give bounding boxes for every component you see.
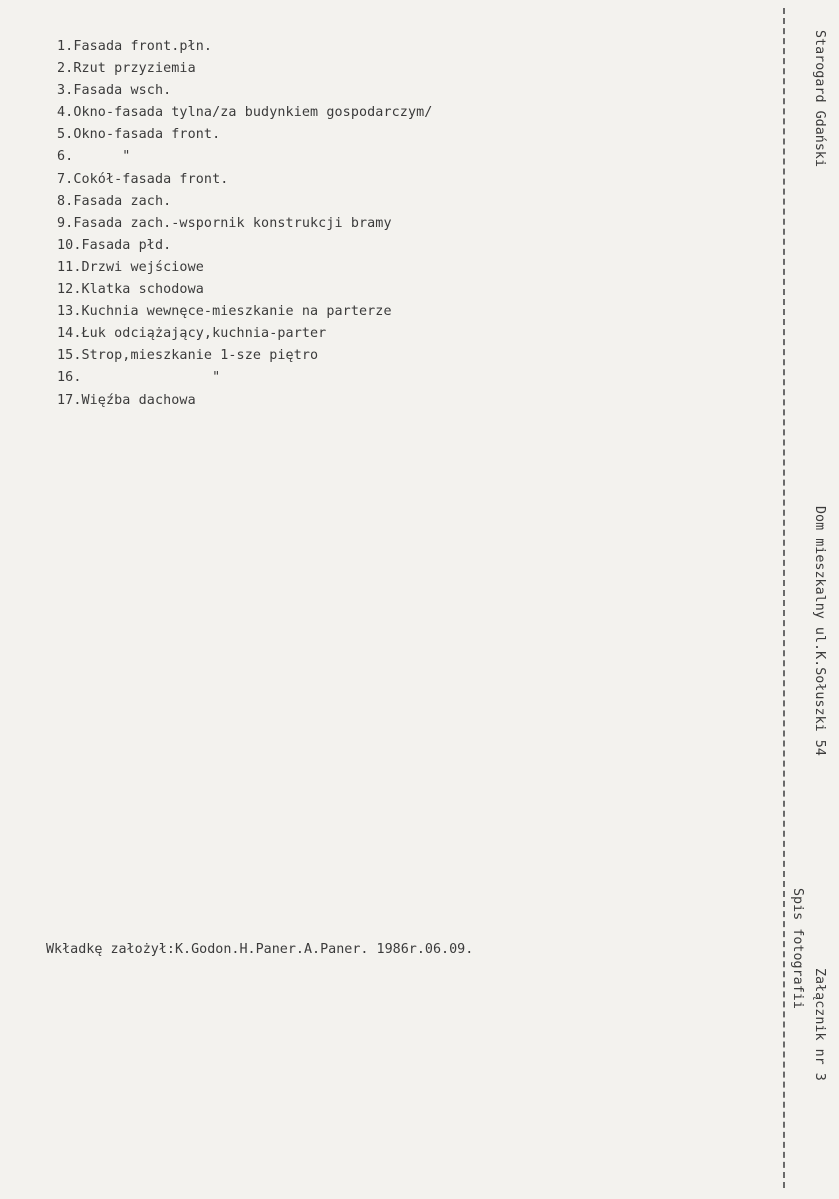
list-item: 1.Fasada front.płn.	[57, 39, 213, 54]
dashed-divider	[783, 8, 785, 1188]
side-city: Starogard Gdański	[812, 30, 827, 168]
list-item: 16. "	[57, 370, 221, 386]
photo-list	[57, 36, 432, 412]
list-item: 7.Cokół-fasada front.	[57, 171, 229, 187]
list-item: 3.Fasada wsch.	[57, 83, 172, 99]
list-item: 9.Fasada zach.-wspornik konstrukcji bramy	[57, 215, 392, 231]
list-item: 17.Więźba dachowa	[57, 392, 196, 408]
footer-note: Wkładkę założył:K.Godon.H.Paner.A.Paner. 1986r.06.09.	[46, 942, 474, 957]
list-item: 2.Rzut przyziemia	[57, 61, 196, 77]
list-item: 15.Strop,mieszkanie 1-sze piętro	[57, 348, 319, 364]
list-item: 13.Kuchnia wewnęce-mieszkanie na parterze	[57, 304, 392, 320]
list-item: 12.Klatka schodowa	[57, 282, 204, 298]
list-item: 14.Łuk odciążający,kuchnia-parter	[57, 326, 327, 342]
list-item: 8.Fasada zach.	[57, 193, 172, 209]
list-item: 10.Fasada płd.	[57, 237, 172, 253]
list-item: 11.Drzwi wejściowe	[57, 259, 204, 275]
side-list-title: Spis fotografii	[790, 888, 805, 1009]
side-address: Dom mieszkalny ul.K.Sołuszki 54	[812, 506, 827, 756]
list-item: 5.Okno-fasada front.	[57, 127, 221, 143]
side-attachment: Załącznik nr 3	[812, 968, 827, 1081]
list-item: 6. "	[57, 149, 131, 165]
list-item: 4.Okno-fasada tylna/za budynkiem gospodarczym/	[57, 105, 433, 121]
